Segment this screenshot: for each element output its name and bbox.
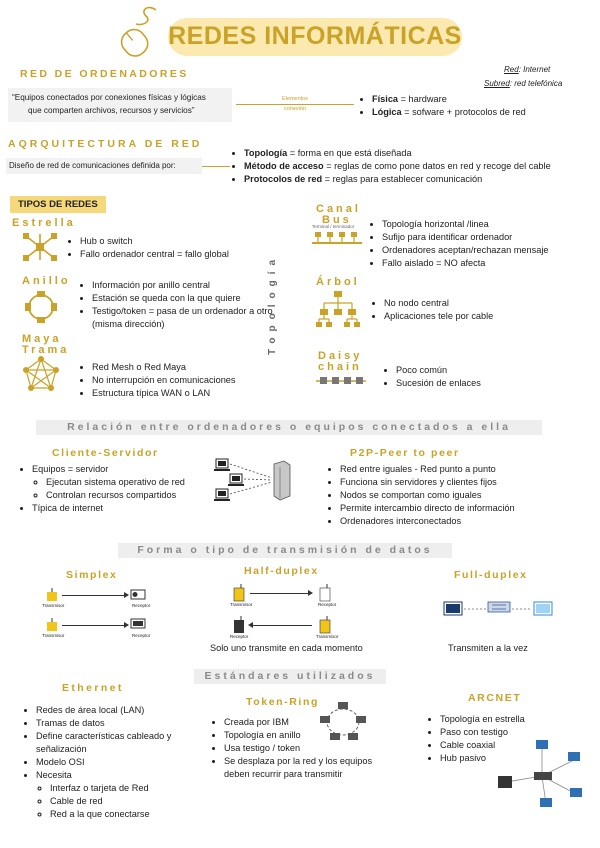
list-item: • Topología horizontal /linea (382, 218, 549, 231)
daisy-list (382, 364, 481, 390)
antenna-icon (44, 618, 60, 632)
walkie-talkie-icon (232, 616, 246, 634)
list-item: • Fallo aislado = NO afecta (382, 257, 549, 270)
list-item: • Hub pasivo (440, 752, 525, 765)
antenna-icon (44, 588, 60, 602)
half-duplex-title: Half-duplex (244, 565, 319, 577)
list-item: • Estación se queda con la que quiere (92, 292, 288, 305)
list-item: • Sufijo para identificar ordenador (382, 231, 549, 244)
simplex-tx-label-2: Transmisor (42, 633, 65, 638)
list-item: • No interrupción en comunicaciones (92, 374, 236, 387)
arrow-head-icon (124, 592, 129, 598)
note-red: Red: Internet (504, 65, 551, 74)
simplex-rx-label-2: Receptor (132, 633, 151, 638)
half-duplex-caption: Solo uno transmite en cada momento (210, 643, 363, 653)
list-item: • Fallo ordenador central = fallo global (80, 248, 229, 261)
chain-title: chain (318, 361, 362, 373)
list-item: • Define características cableado y señalización (36, 730, 196, 756)
list-item: ◦ Red a la que conectarse (50, 808, 196, 821)
list-item: • Modelo OSI (36, 756, 196, 769)
connector-label-1: Elementos (282, 96, 308, 102)
tree-topology-icon (316, 290, 360, 328)
list-item: • Usa testigo / token (224, 742, 388, 755)
arrow-head-icon (124, 622, 129, 628)
list-item: • Creada por IBM (224, 716, 388, 729)
list-item: • No nodo central (384, 297, 493, 310)
list-item: • Redes de área local (LAN) (36, 704, 196, 717)
list-item: • Equipos = servidor (32, 463, 185, 476)
list-item: ◦ Ejecutan sistema operativo de red (46, 476, 185, 489)
list-item: • Se desplaza por la red y los equipos deben recurrir para transmitir (224, 755, 388, 781)
client-server-icon (212, 456, 296, 504)
arrow-head-icon (308, 590, 313, 596)
estrella-title: Estrella (12, 217, 76, 229)
arcnet-title: ARCNET (468, 692, 522, 704)
list-item: • Ordenadores aceptan/rechazan mensaje (382, 244, 549, 257)
walkie-talkie-icon (318, 584, 332, 602)
list-item: • Paso con testigo (440, 726, 525, 739)
radio-icon (130, 588, 146, 600)
half-arrow-2 (252, 625, 312, 626)
page-title: REDES INFORMÁTICAS (168, 22, 462, 50)
full-duplex-diagram (440, 594, 556, 626)
token-ring-list (210, 716, 388, 781)
list-item: • Física = hardware (372, 93, 526, 106)
section-heading-red: RED DE ORDENADORES (20, 68, 189, 80)
list-item: • Poco común (396, 364, 481, 377)
p2p-list (326, 463, 515, 528)
walkie-talkie-icon (318, 616, 332, 634)
list-item: • Sucesión de enlaces (396, 377, 481, 390)
list-item: • Topología en anillo (224, 729, 388, 742)
half-rx-label-1: Receptor (318, 602, 337, 607)
simplex-tx-label-1: Transmisor (42, 603, 65, 608)
list-item: ◦ Interfaz o tarjeta de Red (50, 782, 196, 795)
canal-title: Canal (316, 203, 361, 215)
list-item: • Lógica = sofware + protocolos de red (372, 106, 526, 119)
list-item: • Nodos se comportan como iguales (340, 489, 515, 502)
bus-topology-icon (310, 229, 364, 251)
walkie-talkie-icon (232, 584, 246, 602)
maya-list (78, 361, 236, 400)
list-item: • Cable coaxial (440, 739, 525, 752)
maya-title: Maya (22, 333, 62, 345)
estrella-list (66, 235, 229, 261)
list-item: • Topología en estrella (440, 713, 525, 726)
simplex-arrow-1 (62, 595, 126, 596)
list-item: • Ordenadores interconectados (340, 515, 515, 528)
canal-list (368, 218, 549, 270)
estandares-band: Estándares utilizados (194, 669, 386, 684)
arbol-title: Árbol (316, 276, 360, 288)
mesh-topology-icon (22, 356, 60, 392)
list-item: • Tramas de datos (36, 717, 196, 730)
half-tx-label-1: Transmisor (230, 602, 253, 607)
list-item: • Testigo/token = pasa de un ordenador a otro (misma dirección) (92, 305, 288, 331)
half-arrow-1 (250, 593, 310, 594)
list-item: • Información por anillo central (92, 279, 288, 292)
ethernet-title: Ethernet (62, 682, 124, 694)
transmision-band: Forma o tipo de transmisión de datos (118, 543, 452, 558)
tipos-heading: TIPOS DE REDES (10, 196, 106, 213)
mouse-icon (112, 4, 172, 58)
simplex-diagram (40, 584, 164, 640)
bus-caption: Terminal / terminador (312, 224, 355, 229)
full-duplex-title: Full-duplex (454, 569, 528, 581)
red-elements-list (358, 93, 526, 119)
definition-text: Diseño de red de comunicaciones definida por: (9, 161, 176, 170)
full-duplex-caption: Transmiten a la vez (448, 643, 528, 653)
ring-topology-icon (24, 290, 58, 324)
ethernet-list (22, 704, 196, 821)
star-topology-icon (22, 232, 58, 262)
definition-connector (202, 166, 230, 167)
bus-title: Bus (322, 214, 352, 226)
vertical-label-topologia: Topología (267, 253, 278, 355)
arcnet-network-icon (494, 738, 588, 812)
connector-line (236, 104, 354, 105)
token-ring-title: Token-Ring (246, 696, 319, 708)
p2p-title: P2P-Peer to peer (350, 447, 460, 459)
daisy-chain-icon (314, 374, 368, 388)
list-item: • Estructura típica WAN o LAN (92, 387, 236, 400)
section-heading-arquitectura: AQRQUITECTURA DE RED (8, 138, 203, 150)
list-item: • Típica de internet (32, 502, 185, 515)
tv-icon (130, 618, 146, 630)
connector-label-2: conexión (284, 106, 307, 112)
arquitectura-list (230, 147, 551, 186)
half-duplex-diagram (226, 582, 350, 640)
daisy-title: Daisy (318, 350, 363, 362)
quote-line-1: “Equipos conectados por conexiones físicas y lógicas (12, 93, 206, 102)
half-rx-label-2: Receptor (230, 634, 249, 639)
cliente-list (18, 463, 185, 515)
note-subred: Subred: red telefónica (484, 79, 563, 88)
relacion-band: Relación entre ordenadores o equipos conectados a ella (36, 420, 542, 435)
cliente-servidor-title: Cliente-Servidor (52, 447, 159, 459)
simplex-rx-label-1: Receptor (132, 603, 151, 608)
list-item: • Protocolos de red = reglas para establecer comunicación (244, 173, 551, 186)
list-item: • Hub o switch (80, 235, 229, 248)
half-tx-label-2: Transmisor (316, 634, 339, 639)
trama-title: Trama (22, 344, 70, 356)
list-item: • Necesita (36, 769, 196, 782)
list-item: • Aplicaciones tele por cable (384, 310, 493, 323)
list-item: ◦ Cable de red (50, 795, 196, 808)
arbol-list (370, 297, 493, 323)
list-item: • Red Mesh o Red Maya (92, 361, 236, 374)
list-item: • Método de acceso = reglas de como pone datos en red y recoge del cable (244, 160, 551, 173)
list-item: • Red entre iguales - Red punto a punto (340, 463, 515, 476)
quote-line-2: que comparten archivos, recursos y servicios” (28, 106, 195, 115)
anillo-list (78, 279, 288, 331)
simplex-title: Simplex (66, 569, 118, 581)
anillo-title: Anillo (22, 275, 71, 287)
simplex-arrow-2 (62, 625, 126, 626)
list-item: • Funciona sin servidores y clientes fijos (340, 476, 515, 489)
list-item: • Permite intercambio directo de información (340, 502, 515, 515)
list-item: ◦ Controlan recursos compartidos (46, 489, 185, 502)
list-item: • Topología = forma en que está diseñada (244, 147, 551, 160)
